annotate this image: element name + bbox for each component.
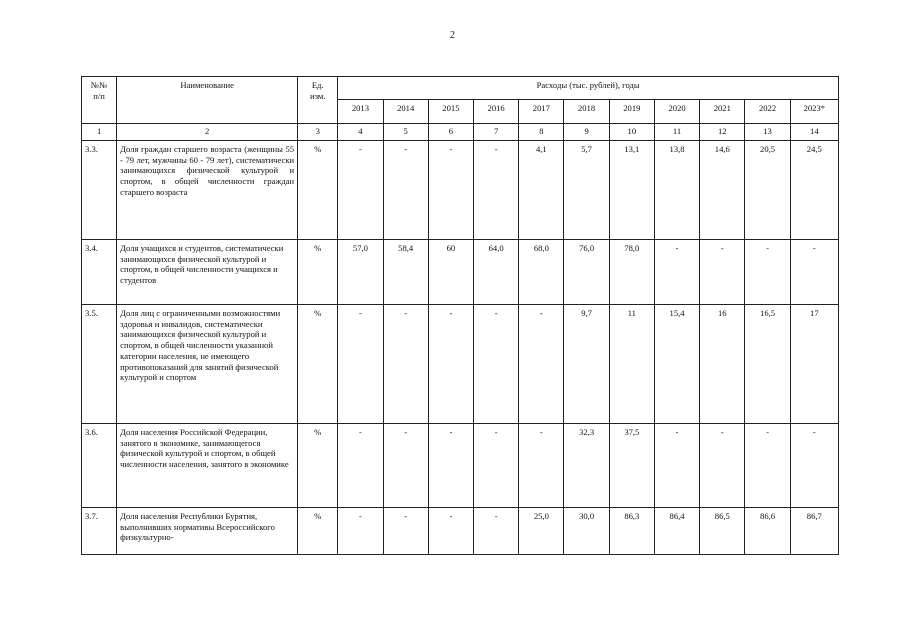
row-value: 25,0 (519, 508, 564, 555)
row-value: - (474, 305, 519, 424)
row-value: 86,5 (700, 508, 745, 555)
header-year: 2019 (609, 100, 654, 124)
row-value: 57,0 (338, 240, 383, 305)
column-number: 7 (474, 124, 519, 141)
row-value: - (700, 240, 745, 305)
header-year: 2015 (428, 100, 473, 124)
row-value: 9,7 (564, 305, 609, 424)
row-value: - (383, 424, 428, 508)
row-unit: % (298, 424, 338, 508)
row-value: - (745, 240, 790, 305)
row-value: 14,6 (700, 141, 745, 240)
row-value: - (383, 141, 428, 240)
row-value: 68,0 (519, 240, 564, 305)
column-number: 2 (117, 124, 298, 141)
column-number: 10 (609, 124, 654, 141)
header-year: 2014 (383, 100, 428, 124)
header-year: 2020 (654, 100, 699, 124)
row-value: - (474, 424, 519, 508)
row-value: - (428, 305, 473, 424)
header-year: 2022 (745, 100, 790, 124)
row-value: - (474, 141, 519, 240)
row-value: 24,5 (790, 141, 838, 240)
row-value: - (428, 424, 473, 508)
row-value: 64,0 (474, 240, 519, 305)
row-unit: % (298, 508, 338, 555)
row-number: 3.3. (82, 141, 117, 240)
row-value: - (383, 508, 428, 555)
row-value: 32,3 (564, 424, 609, 508)
row-value: - (338, 424, 383, 508)
header-year: 2018 (564, 100, 609, 124)
header-num: №№ п/п (82, 77, 117, 124)
row-value: - (790, 240, 838, 305)
row-value: - (654, 240, 699, 305)
row-value: 76,0 (564, 240, 609, 305)
header-expenses: Расходы (тыс. рублей), годы (338, 77, 839, 100)
header-year: 2017 (519, 100, 564, 124)
row-value: 4,1 (519, 141, 564, 240)
column-number: 4 (338, 124, 383, 141)
header-year: 2016 (474, 100, 519, 124)
column-number: 13 (745, 124, 790, 141)
row-name: Доля лиц с ограниченными возможностями здоровья и инвалидов, систематически занимающихся физической культурой и спортом, в общей численности указанной категории населения, не имеющего противопоказаний для занятий физической культурой и спортом (117, 305, 298, 424)
row-value: 86,7 (790, 508, 838, 555)
column-number: 11 (654, 124, 699, 141)
row-value: 20,5 (745, 141, 790, 240)
row-unit: % (298, 240, 338, 305)
row-value: - (338, 508, 383, 555)
row-value: 58,4 (383, 240, 428, 305)
row-number: 3.5. (82, 305, 117, 424)
row-value: 16,5 (745, 305, 790, 424)
row-value: 5,7 (564, 141, 609, 240)
row-unit: % (298, 141, 338, 240)
column-number: 8 (519, 124, 564, 141)
row-value: - (745, 424, 790, 508)
row-value: - (519, 305, 564, 424)
table-row (82, 424, 839, 508)
row-name: Доля населения Российской Федерации, занятого в экономике, занимающегося физической культурой и спортом, в общей численности населения, занятого в экономике (117, 424, 298, 508)
row-value: 30,0 (564, 508, 609, 555)
header-year: 2023* (790, 100, 838, 124)
table-row (82, 141, 839, 240)
row-value: - (790, 424, 838, 508)
row-number: 3.7. (82, 508, 117, 555)
table-row (82, 305, 839, 424)
row-value: - (338, 141, 383, 240)
row-value: 78,0 (609, 240, 654, 305)
column-number: 1 (82, 124, 117, 141)
column-number: 12 (700, 124, 745, 141)
table-row (82, 240, 839, 305)
row-value: 17 (790, 305, 838, 424)
row-value: - (428, 141, 473, 240)
header-name: Наименование (117, 77, 298, 124)
row-number: 3.6. (82, 424, 117, 508)
header-year: 2021 (700, 100, 745, 124)
row-number: 3.4. (82, 240, 117, 305)
row-value: 86,3 (609, 508, 654, 555)
page-number: 2 (450, 30, 455, 41)
indicator-table (81, 76, 839, 555)
header-unit: Ед. изм. (298, 77, 338, 124)
row-value: - (338, 305, 383, 424)
row-value: 86,4 (654, 508, 699, 555)
row-value: - (700, 424, 745, 508)
column-number: 9 (564, 124, 609, 141)
row-unit: % (298, 305, 338, 424)
header-year: 2013 (338, 100, 383, 124)
column-number: 3 (298, 124, 338, 141)
row-value: 15,4 (654, 305, 699, 424)
column-number: 6 (428, 124, 473, 141)
table-row (82, 508, 839, 555)
row-name: Доля учащихся и студентов, систематически занимающихся физической культурой и спортом, в общей численности учащихся и студентов (117, 240, 298, 305)
row-value: 86,6 (745, 508, 790, 555)
row-value: 16 (700, 305, 745, 424)
column-number-row (82, 124, 839, 141)
row-value: 13,1 (609, 141, 654, 240)
row-value: 37,5 (609, 424, 654, 508)
row-value: - (519, 424, 564, 508)
column-number: 14 (790, 124, 838, 141)
row-value: 11 (609, 305, 654, 424)
row-name: Доля граждан старшего возраста (женщины 55 - 79 лет, мужчины 60 - 79 лет), систематически занимающихся физической культурой и спортом, в общей численности граждан старшего возраста (117, 141, 298, 240)
row-value: 60 (428, 240, 473, 305)
row-value: - (654, 424, 699, 508)
row-value: - (383, 305, 428, 424)
row-value: - (428, 508, 473, 555)
row-value: 13,8 (654, 141, 699, 240)
row-value: - (474, 508, 519, 555)
row-name: Доля населения Республики Бурятия, выполнивших нормативы Всероссийского физкультурно- (117, 508, 298, 555)
column-number: 5 (383, 124, 428, 141)
